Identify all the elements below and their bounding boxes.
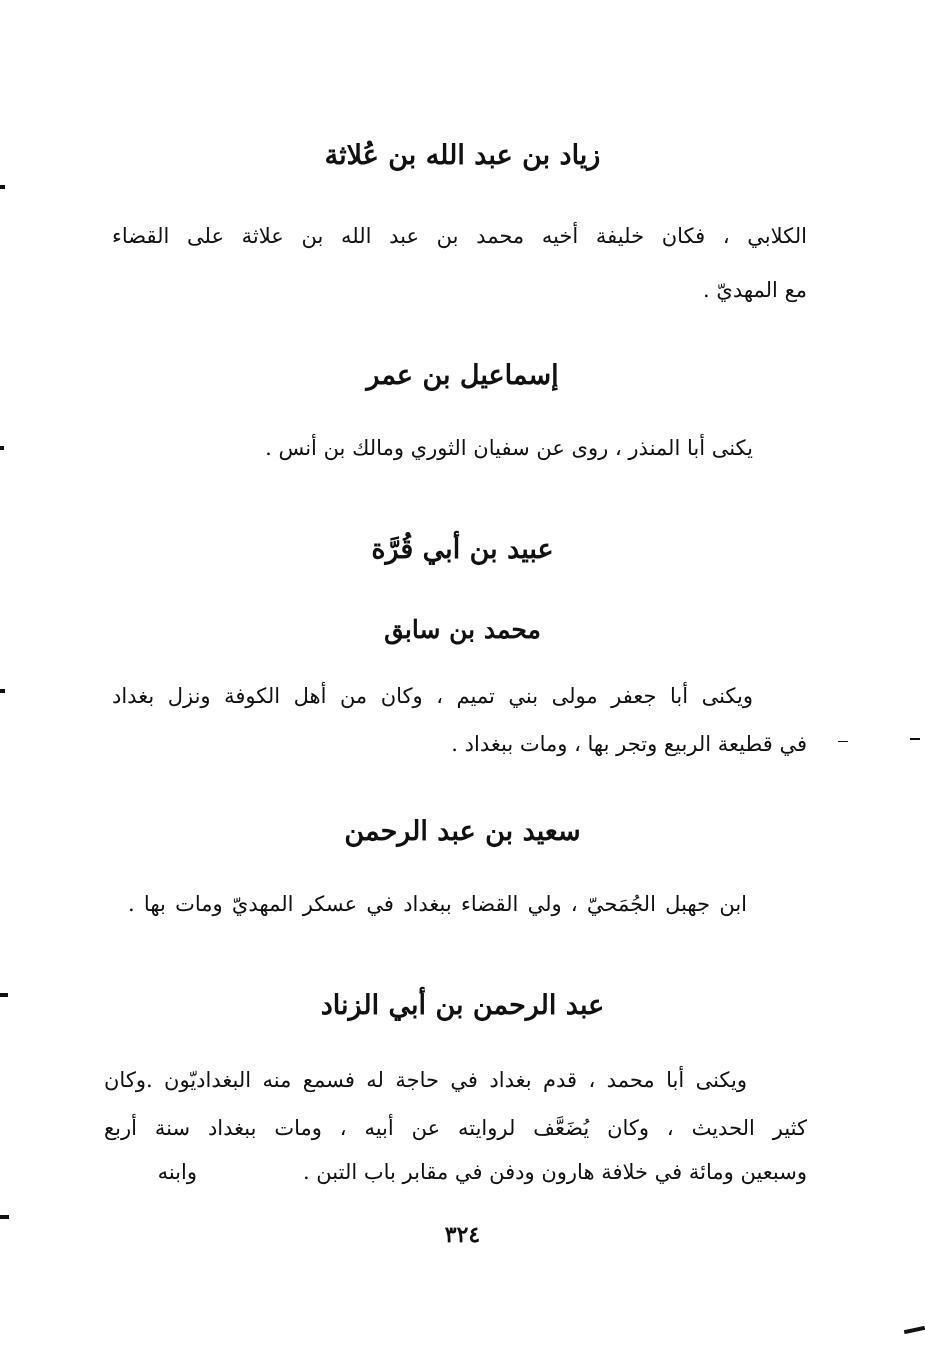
- entry-heading: زياد بن عبد الله بن عُلاثة: [324, 140, 601, 171]
- entry-text-line: كثير الحديث ، وكان يُضَعَّف لروايته عن أبيه ، ومات ببغداد سنة أربع: [104, 1116, 807, 1140]
- entry-text-line: ابن جهبل الجُمَحيّ ، ولي القضاء ببغداد في عسكر المهديّ ومات بها .: [128, 892, 747, 916]
- entry-text-line: ويكنى أبا محمد ، قدم بغداد في حاجة له فسمع منه البغداديّون .وكان: [104, 1068, 747, 1092]
- entry-text-line: مع المهديّ .: [703, 278, 807, 302]
- margin-mark: [0, 689, 5, 693]
- margin-mark: [910, 738, 920, 740]
- entry-text-line: الكلابي ، فكان خليفة أخيه محمد بن عبد الله بن علاثة على القضاء: [112, 224, 807, 248]
- margin-mark: [0, 185, 5, 189]
- entry-text-line: ويكنى أبا جعفر مولى بني تميم ، وكان من أهل الكوفة ونزل بغداد: [112, 684, 753, 708]
- entry-heading: إسماعيل بن عمر: [366, 360, 559, 391]
- margin-mark: [0, 993, 8, 997]
- margin-mark: [0, 446, 4, 450]
- entry-text-line: يكنى أبا المنذر ، روى عن سفيان الثوري ومالك بن أنس .: [265, 436, 753, 460]
- entry-heading: عبد الرحمن بن أبي الزناد: [320, 990, 605, 1021]
- entry-text-line: وسبعين ومائة في خلافة هارون ودفن في مقابر باب التبن .: [302, 1160, 807, 1184]
- page-number: ٣٢٤: [444, 1222, 481, 1248]
- entry-heading: سعيد بن عبد الرحمن: [344, 816, 581, 847]
- entry-text-line: في قطيعة الربيع وتجر بها ، ومات ببغداد .: [451, 732, 807, 756]
- entry-heading: عبيد بن أبي قُرَّة: [371, 534, 554, 565]
- margin-mark: [904, 1326, 925, 1334]
- margin-mark: [838, 741, 848, 742]
- entry-text-line: وابنه: [157, 1160, 197, 1184]
- margin-mark: [0, 1215, 9, 1219]
- entry-heading: محمد بن سابق: [384, 615, 541, 644]
